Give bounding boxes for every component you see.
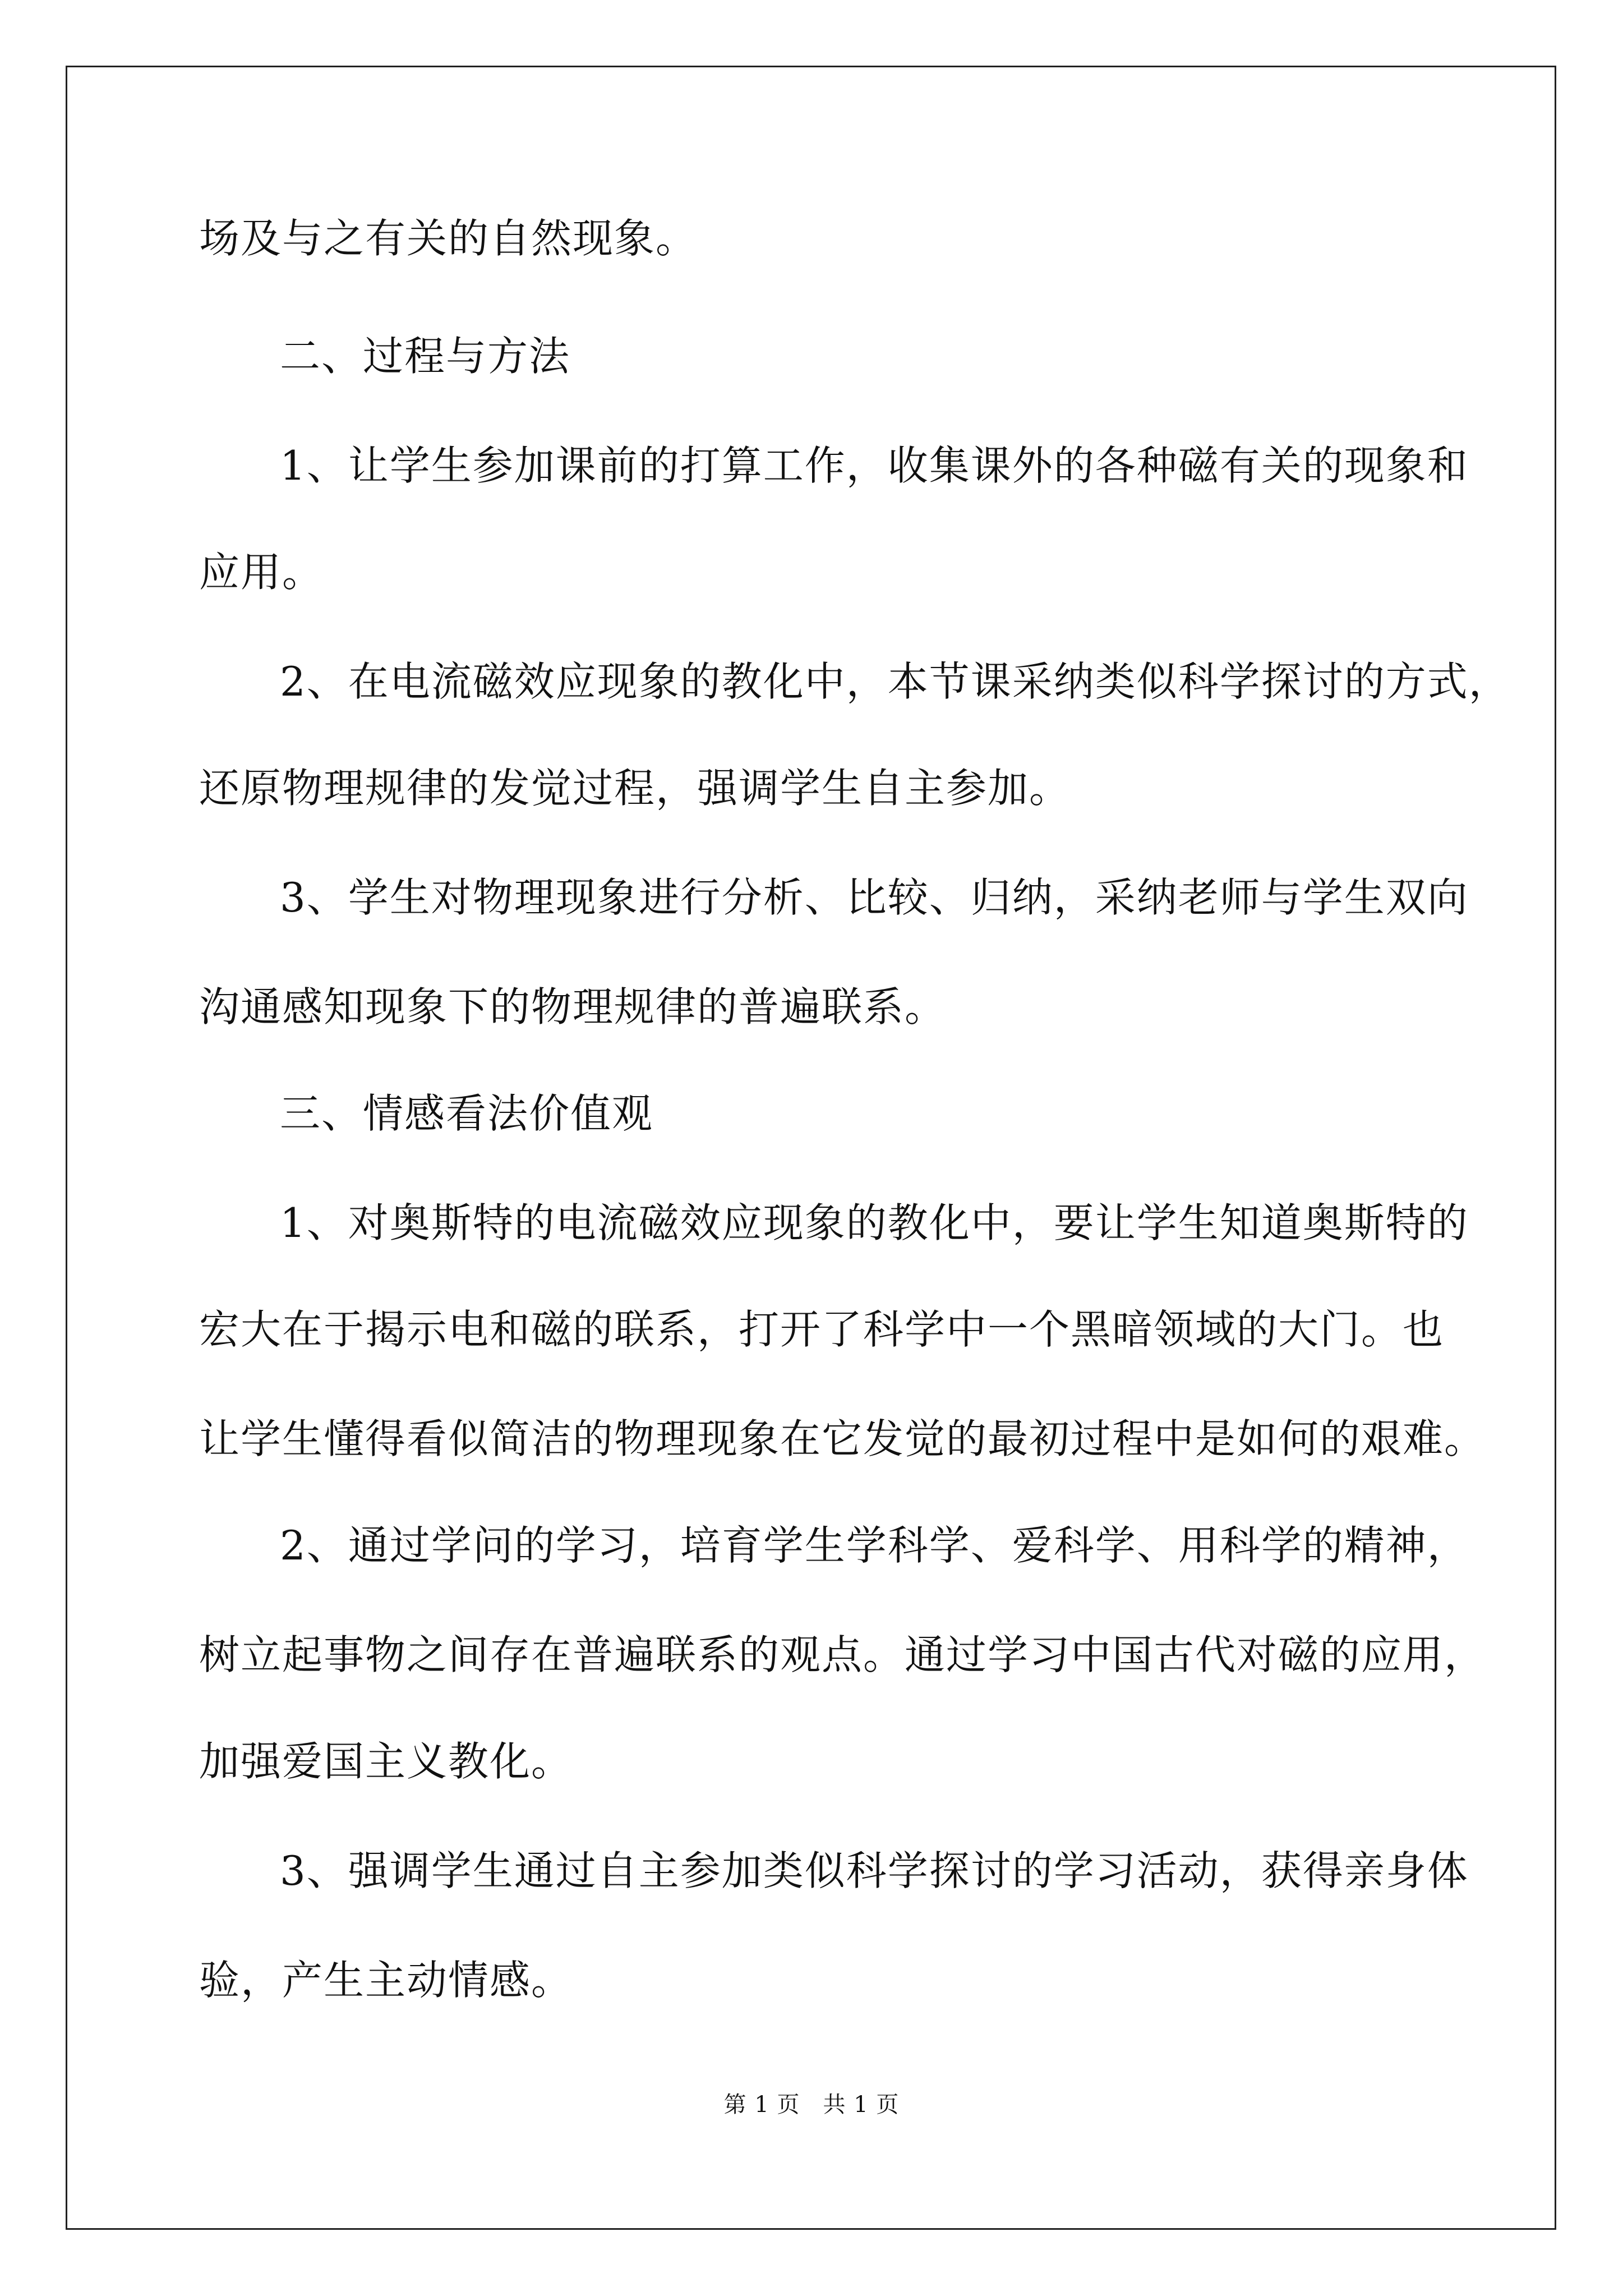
text-line: 沟通感知现象下的物理规律的普遍联系。 (199, 983, 947, 1030)
text-line: 加强爱国主义教化。 (199, 1738, 573, 1785)
text-line: 还原物理规律的发觉过程，强调学生自主参加。 (199, 765, 1071, 812)
page-number: 第 1 页 共 1 页 (723, 2092, 900, 2118)
text-line: 场及与之有关的自然现象。 (199, 215, 698, 262)
text-line: 2、通过学问的学习，培育学生学科学、爱科学、用科学的精神， (280, 1522, 1469, 1569)
text-line: 1、让学生参加课前的打算工作，收集课外的各种磁有关的现象和 (280, 442, 1469, 489)
page-border (66, 66, 1556, 2230)
text-line: 3、强调学生通过自主参加类似科学探讨的学习活动，获得亲身体 (280, 1847, 1469, 1894)
text-line: 3、学生对物理现象进行分析、比较、归纳，采纳老师与学生双向 (280, 874, 1469, 921)
text-line: 让学生懂得看似简洁的物理现象在它发觉的最初过程中是如何的艰难。 (199, 1415, 1486, 1462)
text-line: 宏大在于揭示电和磁的联系，打开了科学中一个黑暗领域的大门。也 (199, 1306, 1445, 1353)
text-line: 应用。 (199, 549, 324, 596)
text-line: 1、对奥斯特的电流磁效应现象的教化中，要让学生知道奥斯特的 (280, 1199, 1469, 1246)
section-heading: 二、过程与方法 (280, 333, 571, 380)
section-heading: 三、情感看法价值观 (280, 1090, 654, 1137)
text-line: 树立起事物之间存在普遍联系的观点。通过学习中国古代对磁的应用， (199, 1631, 1486, 1678)
text-line: 2、在电流磁效应现象的教化中，本节课采纳类似科学探讨的方式， (280, 658, 1510, 705)
text-line: 验，产生主动情感。 (199, 1957, 573, 2004)
